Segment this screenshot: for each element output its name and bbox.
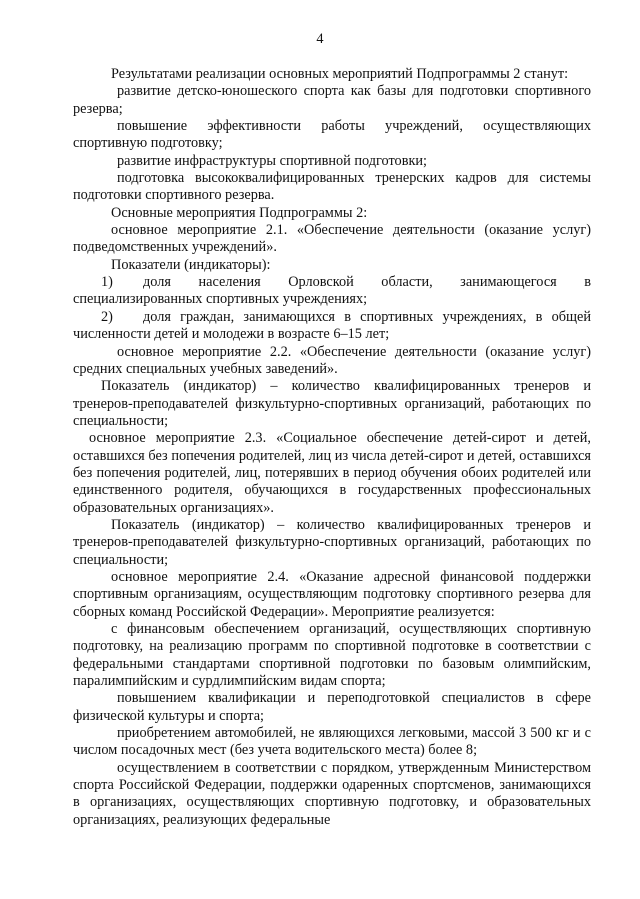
paragraph-result-youth-sport: развитие детско-юношеского спорта как базы для подготовки спортивного резерва; — [73, 83, 591, 117]
paragraph-vehicles: приобретением автомобилей, не являющихся легковыми, массой 3 500 кг и с числом посадочных мест (без учета водительского места) более 8; — [73, 725, 591, 759]
indicator-text: доля граждан, занимающихся в спортивных учреждениях, в общей — [143, 308, 591, 325]
paragraph-qualification: повышением квалификации и переподготовкой специалистов в сфере физической культуры и спорта; — [73, 690, 591, 724]
paragraph-activity-2-4: основное мероприятие 2.4. «Оказание адресной финансовой поддержки спортивным организациям, осуществляющим подготовку спортивного резерва для сборных команд Российской Федерации». Мероприятие реализуется: — [73, 568, 591, 620]
paragraph-indicator-coaches-2: Показатель (индикатор) – количество квалифицированных тренеров и тренеров-преподавателей физкультурно-спортивных организаций, работающих по специальности; — [73, 516, 591, 568]
indicator-text: доля населения Орловской области, занимающегося в — [143, 274, 591, 291]
paragraph-activity-2-2: основное мероприятие 2.2. «Обеспечение деятельности (оказание услуг) средних специальных учебных заведений». — [73, 343, 591, 377]
paragraph-result-infrastructure: развитие инфраструктуры спортивной подготовки; — [117, 152, 428, 169]
indicator-item — [73, 309, 591, 344]
paragraph-activity-2-1: основное мероприятие 2.1. «Обеспечение деятельности (оказание услуг) подведомственных учреждений». — [73, 222, 591, 256]
indicator-number: 2) — [101, 308, 113, 325]
paragraph-activity-2-3: основное мероприятие 2.3. «Социальное обеспечение детей-сирот и детей, оставшихся без попечения родителей, лиц из числа детей-сирот и детей, оставшихся без попечения родителей, лиц, потерявших в период обучения обоих родителей или единственного родителя, обучающихся в государственных профессиональных образовательных организациях». — [73, 430, 591, 516]
paragraph-main-activities: Основные мероприятия Подпрограммы 2: — [111, 204, 368, 221]
paragraph-result-coaches: подготовка высококвалифицированных тренерских кадров для системы подготовки спортивного резерва. — [73, 170, 591, 204]
paragraph-indicator-coaches-1: Показатель (индикатор) – количество квалифицированных тренеров и тренеров-преподавателей физкультурно-спортивных организаций, работающих по специальности; — [73, 378, 591, 429]
paragraph-financing: с финансовым обеспечением организаций, осуществляющих спортивную подготовку, на реализацию программ по спортивной подготовке в соответствии с федеральными стандартами спортивной подготовки по базовым олимпийским, паралимпийским и сурдлимпийским видам спорта; — [73, 621, 591, 690]
indicator-text-continued: специализированных спортивных учреждениях; — [73, 291, 368, 308]
indicator-number: 1) — [101, 274, 113, 291]
paragraph-result-efficiency: повышение эффективности работы учреждений, осуществляющих спортивную подготовку; — [73, 118, 591, 152]
page-number: 4 — [316, 31, 324, 47]
paragraph-results-intro: Результатами реализации основных мероприятий Подпрограммы 2 станут: — [111, 66, 569, 82]
indicator-text-continued: численности детей и молодежи в возрасте 6–15 лет; — [73, 326, 390, 343]
paragraph-gifted-athletes: осуществлением в соответствии с порядком, утвержденным Министерством спорта Российской Федерации, поддержки одаренных спортсменов, занимающихся в организациях, осуществляющих спортивную подготовку, и образовательных организациях, реализующих федеральные — [73, 759, 591, 828]
document-body — [73, 66, 591, 829]
indicator-item — [73, 274, 591, 309]
paragraph-indicators-heading: Показатели (индикаторы): — [111, 256, 271, 273]
